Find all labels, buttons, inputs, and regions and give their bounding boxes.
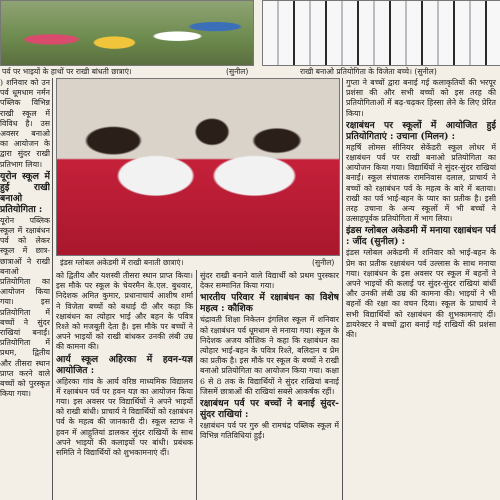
column-rule — [52, 78, 53, 500]
article-2-heading: आर्य स्कूल अहिरका में हवन-यज्ञ आयोजित : — [56, 353, 193, 376]
left-column-heading: यूरोन स्कूल में हुई राखी बनाओ प्रतियोगिता : — [0, 170, 50, 215]
column-rule — [342, 78, 343, 500]
article-3-para-3: रक्षाबंधन पर्व पर गुरु श्री रामचंद्र पब्लिक स्कूल में विभिन्न गतिविधियां हुईं। — [200, 421, 339, 441]
article-3-heading: भारतीय परिवार में रक्षाबंधन का विशेष महत्व : कौशिक — [200, 292, 339, 315]
left-column — [0, 78, 50, 500]
photo-girls-making-rakhi — [56, 78, 340, 256]
article-4-heading-2: इंडस ग्लोबल अकेडमी में मनाया रक्षाबंधन पर्व : जींद (सुनील) : — [346, 225, 496, 248]
photo-competition-winners — [262, 0, 500, 66]
article-3-para-1: सुंदर राखी बनाने वाले विद्यार्थी को प्रथम पुरस्कार देकर सम्मानित किया गया। — [200, 271, 339, 291]
caption-top-right: राखी बनाओ प्रतियोगिता के विजेता बच्चे। (सुनील) — [300, 67, 437, 76]
caption-top-left: पर्व पर भाइयों के हाथों पर राखी बांधती छात्राएं। — [2, 67, 132, 76]
article-3-heading-2: रक्षाबंधन पर्व पर बच्चों ने बनाई सुंदर-सुंदर राखियां : — [200, 398, 339, 421]
article-4-heading: रक्षाबंधन पर स्कूलों में आयोजित हुई प्रतियोगिताएं : उचाना (मिलन) : — [346, 119, 496, 142]
article-2-para-2: अहिरका गांव के आर्य वरिष्ठ माध्यमिक विद्यालय में रक्षाबंधन पर्व पर हवन यज्ञ का आयोजन किया गया। इस अवसर पर विद्यार्थियों ने अपने भाइयों को राखी बांधी। प्राचार्य ने विद्यार्थियों को रक्षाबंधन पर्व के महत्व की जानकारी दी। स्कूल स्टाफ ने हवन में आहुतियां डालकर सुंदर राखियों के साथ अपने भाइयों की कलाइयों पर बांधी। प्रबंधक समिति ने विद्यार्थियों को शुभकामनाएं दीं। — [56, 376, 193, 458]
article-3-para-2: चंद्रावती शिक्षा निकेतन इंगलिश स्कूल में शनिवार को रक्षाबंधन पर्व धूमधाम से मनाया गया। स्कूल के निदेशक अजय कौशिक ने कहा कि रक्षाबंधन का त्योहार भाई-बहन के पवित्र रिश्ते, बलिदान व प्रेम का प्रतीक है। इस मौके पर स्कूल के बच्चों ने राखी बनाओ प्रतियोगिता का आयोजन किया गया। कक्षा 6 से 8 तक के विद्यार्थियों ने सुंदर राखियां बनाई जिसमें छात्राओं की राखियां सबसे आकर्षक रहीं। — [200, 315, 339, 396]
article-4-para-3: इंडस ग्लोबल अकेडमी में शनिवार को भाई-बहन के प्रेम का प्रतीक रक्षाबंधन पर्व उल्लास के साथ मनाया गया। रक्षाबंधन के इस अवसर पर स्कूल में बहनों ने अपने भाइयों की कलाई पर सुंदर-सुंदर राखियां बांधीं और उनकी लंबी उम्र की कामना की। भाइयों ने भी बहनों की रक्षा का वचन दिया। स्कूल के प्राचार्य ने सभी विद्यार्थियों को रक्षाबंधन की शुभकामनाएं दीं। डायरेक्टर ने बच्चों द्वारा बनाई गई राखियों की प्रशंसा की। — [346, 248, 496, 340]
credit-middle: (सुनील) — [312, 258, 335, 267]
column-rule — [196, 270, 197, 500]
photo-students-tying-rakhi — [0, 0, 254, 66]
article-column-4 — [346, 78, 496, 500]
article-4-para-1: गुप्ता ने बच्चों द्वारा बनाई गई कलाकृतियों की भरपूर प्रशंसा की और सभी बच्चों को इस तरह की प्रतियोगिताओं में बढ़-चढ़कर हिस्सा लेने के लिए प्रेरित किया। — [346, 78, 496, 118]
left-column-body: यूरोन पब्लिक स्कूल में रक्षाबंधन पर्व को लेकर स्कूल में छात्र-छात्राओं ने राखी बनाओ प्रतियोगिता का आयोजन किया गया। इस प्रतियोगिता में बच्चों ने सुंदर राखियां बनाईं। प्रतियोगिता में प्रथम, द्वितीय और तीसरा स्थान प्राप्त करने वाले बच्चों को पुरस्कृत किया गया। — [0, 215, 50, 399]
article-2-para-1: को द्वितीय और यशस्वी तीसरा स्थान प्राप्त किया। इस मौके पर स्कूल के चेयरमैन के.एल. बुधवार, निदेशक अमित कुमार, प्रधानाचार्य आशीष शर्मा ने विजेता बच्चों को बधाई दी और कहा कि रक्षाबंधन का त्योहार भाई और बहन के पवित्र रिश्ते को मजबूती देता है। इस मौके पर बच्चों ने अपने भाइयों को राखी बांधकर उनकी लंबी उम्र की कामना की। — [56, 271, 193, 352]
caption-middle: इंडस ग्लोबल अकेडमी में राखी बनाती छात्राएं। — [60, 258, 184, 267]
credit-top-left: (सुनील) — [226, 67, 249, 76]
article-column-3 — [200, 271, 339, 500]
left-column-text: ) शनिवार को उन पर्व धूमधाम नर्मन पब्लिक विभिन्न राखी स्कूल में विविध है। उस अवसर बनाओ का आयोजन के द्वारा सुंदर राखी प्रतिभाग लिया। — [0, 78, 50, 169]
article-4-para-2: महर्षि लोमस सीनियर सेकेंडरी स्कूल लोधर में रक्षाबंधन पर्व पर राखी बनाओ प्रतियोगिता का आयोजन किया गया। विद्यार्थियों ने सुंदर-सुंदर राखियां बनाईं। स्कूल संचालक रामनिवास दलाल, प्राचार्य ने बच्चों को रक्षाबंधन पर्व के महत्व के बारे में बताया। राखी का पर्व भाई-बहन के प्यार का प्रतीक है। इसी तरह उचाना के अन्य स्कूलों में भी बच्चों ने उत्साहपूर्वक प्रतियोगिता में भाग लिया। — [346, 142, 496, 224]
article-column-2 — [56, 271, 193, 500]
